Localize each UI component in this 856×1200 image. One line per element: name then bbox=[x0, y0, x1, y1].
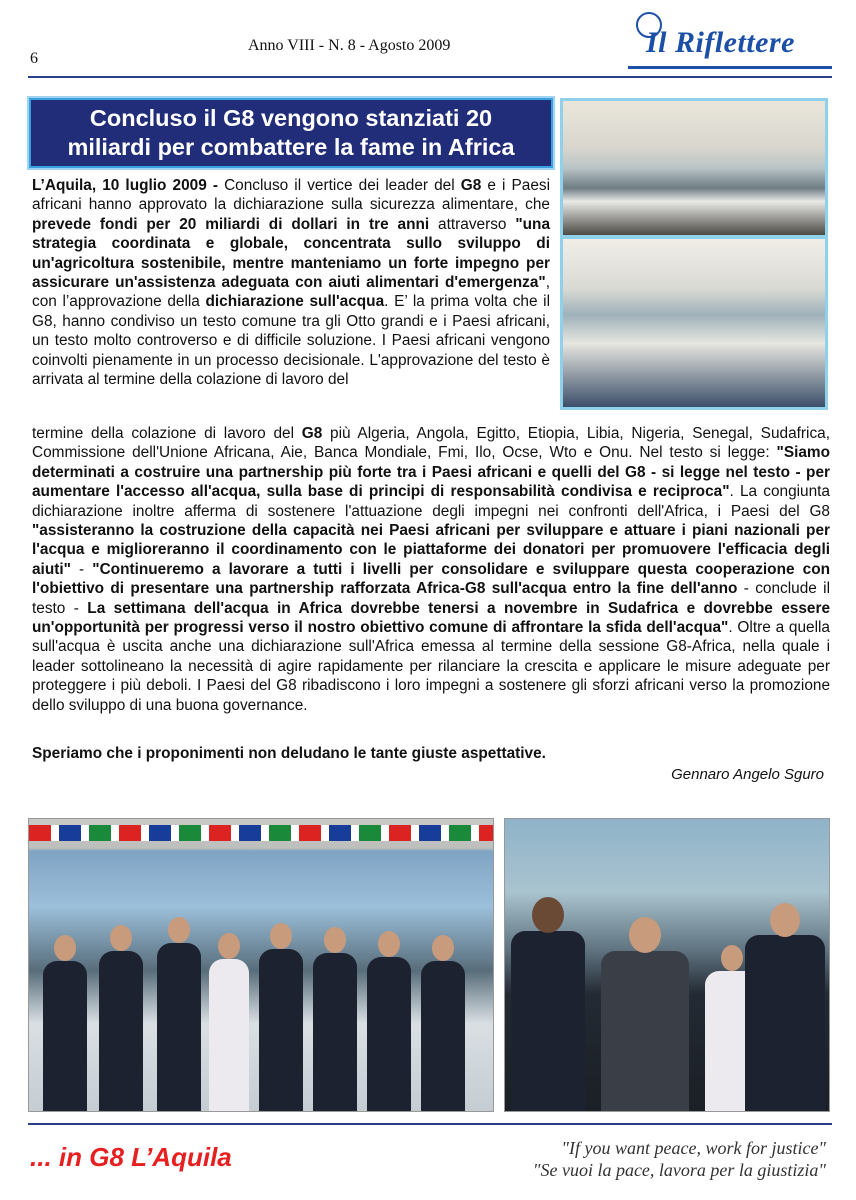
person bbox=[421, 961, 465, 1111]
body-bold: "Continueremo a lavorare a tutti i livelli per consolidare e sviluppare questa cooperazione con l'obiettivo di presentare una partnership rafforzata Africa-G8 sull'acqua entro la fine dell'anno bbox=[32, 560, 831, 598]
body-bold: "Siamo determinati a costruire una partnership più forte tra i Paesi africani e quelli del G8 - si legge nel testo - per aumentare l'accesso all'acqua, sulla base di principi di responsabilità condivisa e reciproca" bbox=[32, 444, 830, 501]
leaders-closeup-photo bbox=[504, 818, 830, 1112]
person bbox=[157, 943, 201, 1111]
body-text-span: . La congiunta dichiarazione inoltre afferma di sostenere l'attuazione degli impegni nei confronti dell'Africa, i Paesi del G8 bbox=[32, 483, 830, 520]
headline-line1: Concluso il G8 vengono stanziati 20 bbox=[89, 105, 493, 131]
headline-line2: miliardi per combattere la fame in Africa bbox=[67, 134, 515, 160]
group-photo bbox=[28, 818, 494, 1112]
leaders-closeup-row bbox=[505, 907, 829, 1111]
person bbox=[367, 957, 411, 1111]
summit-table-photo bbox=[563, 101, 825, 235]
quote-italian: "Se vuoi la pace, lavora per la giustizia" bbox=[532, 1160, 826, 1180]
body-text-span: più Algeria, Angola, Egitto, Etiopia, Libia, Nigeria, Senegal, Sudafrica, Commissione dell'Unione Africana, Aie, Banca Mondiale, Fmi, Ilo, Ocse, Wto e Onu. Nel testo si legge: bbox=[32, 425, 830, 462]
person bbox=[43, 961, 87, 1111]
body-text-span: . Oltre a quella sull'acqua è uscita anche una dichiarazione sull'Africa emessa al termine della sessione G8-Africa, nella quale i leader sottolineano la necessità di agire rapidamente per rilanciare la crescita e applicare le misure adeguate per proteggere i più deboli. I Paesi del G8 ribadiscono i loro impegni a sostenere gli sforzi africani verso la promozione dello sviluppo di una buona governance. bbox=[32, 619, 830, 714]
person bbox=[511, 931, 585, 1111]
logo-underline bbox=[628, 66, 832, 69]
body-bold: prevede fondi per 20 miliardi di dollari in tre anni bbox=[32, 215, 430, 233]
quote-english: "If you want peace, work for justice" bbox=[561, 1138, 826, 1158]
headline-box bbox=[29, 98, 553, 168]
person bbox=[99, 951, 143, 1111]
logo-text: Il Riflettere bbox=[646, 26, 795, 59]
body-text-span: e i Paesi africani hanno approvato la dichiarazione sulla sicurezza alimentare, che bbox=[32, 177, 551, 214]
closing-line: Speriamo che i proponimenti non deludano le tante giuste aspettative. bbox=[32, 745, 546, 762]
body-bold: "una strategia coordinata e globale, concentrata sullo sviluppo di un'agricoltura sostenibile, mentre manteniamo un forte impegno per assicurare un'assistenza adeguata con aiuti alimentari d'emergenza" bbox=[32, 215, 551, 292]
footer-rule bbox=[28, 1123, 832, 1125]
person bbox=[313, 953, 357, 1111]
magazine-logo bbox=[636, 12, 836, 62]
body-text-span: Concluso il vertice dei leader del bbox=[224, 177, 461, 194]
body-bold: G8 bbox=[301, 425, 323, 442]
leaders-meeting-photo bbox=[563, 239, 825, 407]
summit-photo-stack bbox=[560, 98, 828, 410]
body-text-span: attraverso bbox=[429, 215, 516, 233]
body-text-span: - conclude il testo - bbox=[32, 580, 831, 617]
page-number: 6 bbox=[30, 50, 38, 67]
person bbox=[209, 959, 249, 1111]
article-body-lower bbox=[32, 424, 830, 715]
footer-quote bbox=[533, 1137, 826, 1181]
author: Gennaro Angelo Sguro bbox=[671, 766, 824, 783]
article-body-upper bbox=[32, 176, 550, 389]
person bbox=[601, 951, 689, 1111]
body-bold: G8 bbox=[460, 177, 482, 194]
flags-strip bbox=[29, 825, 493, 841]
body-text-span: - bbox=[70, 560, 93, 578]
body-text-span: . E’ la prima volta che il G8, hanno condiviso un testo comune tra gli Otto grandi e i Paesi africani, un testo molto controverso e di difficile soluzione. I Paesi africani vengono coinvolti pienamente in un processo decisionale. L'approvazione del testo è arrivata al termine della colazione di lavoro del bbox=[32, 293, 550, 389]
person bbox=[745, 935, 825, 1111]
person bbox=[259, 949, 303, 1111]
body-bold: "assisteranno la costruzione della capacità nei Paesi africani per sviluppare e attuare i piani nazionali per l'acqua e miglioreranno il coordinamento con le piattaforme dei donatori per promuovere l'efficacia degli aiuti" bbox=[32, 522, 830, 578]
body-bold: La settimana dell'acqua in Africa dovrebbe tenersi a novembre in Sudafrica e dovrebbe essere un'opportunità per progressi verso il nostro obiettivo comune di affrontare la sfida dell'acqua" bbox=[32, 599, 830, 637]
headline bbox=[59, 104, 522, 162]
footer-caption: ... in G8 L’Aquila bbox=[30, 1142, 232, 1172]
body-text-span: termine della colazione di lavoro del bbox=[32, 425, 302, 442]
header-rule bbox=[28, 76, 832, 78]
body-text-span: , con l’approvazione della bbox=[32, 274, 550, 311]
leaders-row bbox=[29, 930, 493, 1111]
issue-line: Anno VIII - N. 8 - Agosto 2009 bbox=[248, 37, 451, 54]
dateline: L’Aquila, 10 luglio 2009 - bbox=[32, 177, 225, 194]
body-bold: dichiarazione sull'acqua bbox=[205, 293, 385, 311]
